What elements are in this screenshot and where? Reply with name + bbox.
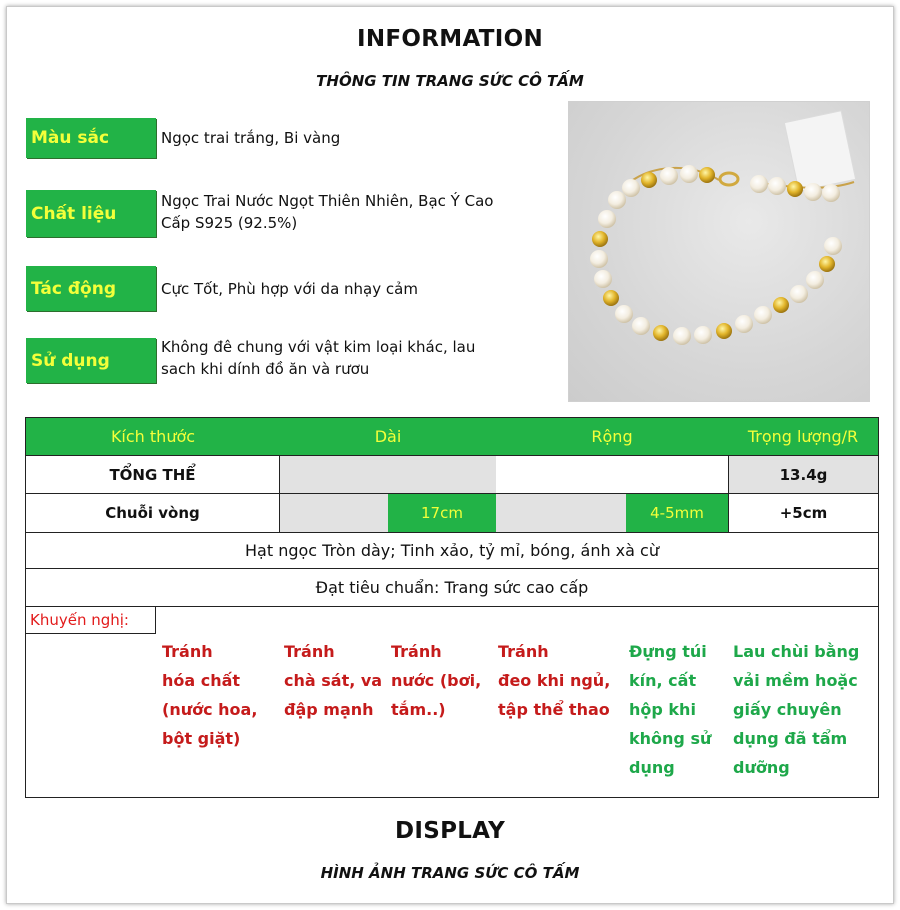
recommendation-item: Lau chùi bằng vải mềm hoặc giấy chuyên dụng đã tẩm dưỡng [733, 642, 860, 777]
recommendations [26, 607, 878, 797]
attr-value-usage: Không đê chung với vật kim loại khác, lau sach khi dính đồ ăn và rươu [161, 338, 476, 378]
row-chain-length-pad [280, 494, 388, 532]
row-overall-length [280, 456, 496, 493]
header-size: Kích thước [110, 427, 196, 446]
attr-label-usage: Sử dụng [26, 338, 156, 383]
product-photo [568, 101, 870, 402]
row-chain-label: Chuỗi vòng [26, 494, 280, 532]
table-row [26, 456, 878, 494]
attr-value-effect: Cực Tốt, Phù hợp với da nhạy cảm [161, 280, 418, 298]
header-length: Dài [374, 427, 402, 446]
table-row [26, 494, 878, 533]
row-overall-label: TỔNG THỂ [26, 456, 280, 493]
row-chain-length: 17cm [388, 494, 496, 532]
note-pearl-quality: Hạt ngọc Tròn dày; Tinh xảo, tỷ mỉ, bóng, ánh xà cừ [245, 541, 659, 560]
header-width: Rộng [591, 427, 633, 446]
attr-label-effect: Tác động [26, 266, 156, 311]
recommendation-item: Đựng túi kín, cất hộp khi không sử dụng [629, 642, 712, 777]
row-chain-weight: +5cm [728, 494, 878, 532]
attr-label-color: Màu sắc [26, 118, 156, 158]
recommendation-item: Tránh đeo khi ngủ, tập thể thao [498, 642, 611, 719]
note-row [26, 533, 878, 569]
display-subtitle: HÌNH ẢNH TRANG SỨC CÔ TẤM [320, 864, 580, 882]
recommendation-item: Tránh hóa chất (nước hoa, bột giặt) [162, 642, 258, 748]
row-overall-weight: 13.4g [728, 456, 878, 493]
row-overall-width [496, 456, 728, 493]
note-standard: Đạt tiêu chuẩn: Trang sức cao cấp [315, 578, 589, 597]
size-table [25, 417, 879, 798]
info-title: INFORMATION [356, 26, 544, 52]
row-chain-width-pad [496, 494, 626, 532]
note-row [26, 569, 878, 607]
recommendation-item: Tránh chà sát, va đập mạnh [284, 642, 383, 719]
display-title: DISPLAY [394, 818, 506, 844]
recommendation-item: Tránh nước (bơi, tắm..) [391, 642, 482, 719]
attr-label-material: Chất liệu [26, 190, 156, 237]
pearl-bracelet-image [569, 102, 871, 403]
attr-value-material: Ngọc Trai Nước Ngọt Thiên Nhiên, Bạc Ý Cao Cấp S925 (92.5%) [161, 192, 494, 232]
row-chain-width: 4-5mm [626, 494, 728, 532]
info-subtitle: THÔNG TIN TRANG SỨC CÔ TẤM [316, 72, 584, 90]
size-table-header [26, 418, 878, 456]
header-weight: Trọng lượng/R [747, 427, 859, 446]
recommendation-label: Khuyến nghị: [26, 607, 156, 634]
attr-value-color: Ngọc trai trắng, Bi vàng [161, 129, 341, 147]
